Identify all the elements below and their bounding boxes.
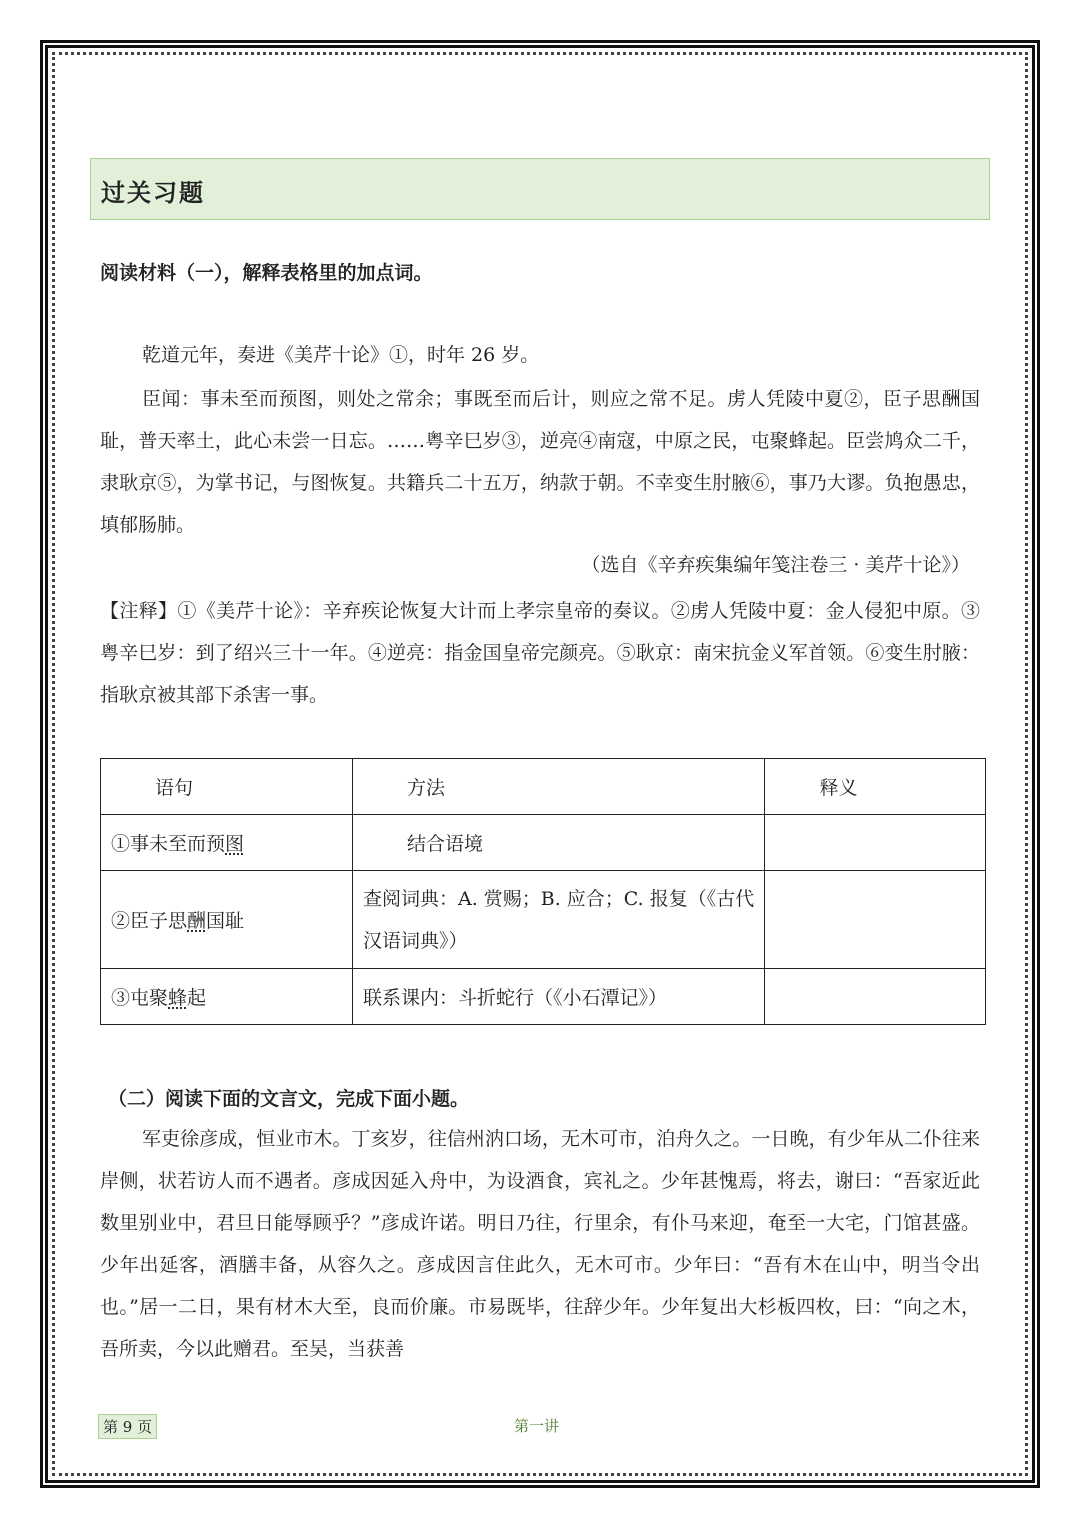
section1-intro: 乾道元年，奏进《美芹十论》①，时年 26 岁。 [142, 344, 540, 366]
dotted-word: 图 [225, 833, 245, 855]
banner-title: 过关习题 [101, 179, 205, 207]
header-meaning: 释义 [765, 759, 986, 815]
row-meaning-blank[interactable] [765, 969, 986, 1025]
row-meaning-blank[interactable] [765, 871, 986, 969]
row-method: 查阅词典：A. 赏赐；B. 应合；C. 报复（《古代汉语词典》） [352, 871, 764, 969]
section1-body: 臣闻：事未至而预图，则处之常余；事既至而后计，则应之常不足。虏人凭陵中夏②，臣子思酬国耻，普天率土，此心未尝一日忘。……粤辛巳岁③，逆亮④南寇，中原之民，屯聚蜂起。臣尝鸠众二千，隶耿京⑤，为掌书记，与图恢复。共籍兵二十五万，纳款于朝。不幸变生肘腋⑥，事乃大谬。负抱愚忠，填郁肠肺。 [100, 388, 980, 536]
row-sentence [101, 871, 353, 969]
table-header-row [101, 759, 986, 815]
section2-body: 军吏徐彦成，恒业市木。丁亥岁，往信州汭口场，无木可市，泊舟久之。一日晚，有少年从二仆往来岸侧，状若访人而不遇者。彦成因延入舟中，为设酒食，宾礼之。少年甚愧焉，将去，谢曰：“吾家近此数里别业中，君旦日能辱顾乎？”彦成许诺。明日乃往，行里余，有仆马来迎，奄至一大宅，门馆甚盛。少年出延客，酒膳丰备，从容久之。彦成因言住此久，无木可市。少年曰：“吾有木在山中，明当令出也。”居一二日，果有材木大至，良而价廉。市易既毕，往辞少年。少年复出大杉板四枚，曰：“向之木，吾所卖，今以此赠君。至吴，当获善 [100, 1128, 980, 1360]
row-method: 结合语境 [352, 815, 764, 871]
row-sentence [101, 815, 353, 871]
page-number: 第 9 页 [98, 1414, 157, 1439]
explanation-table [100, 758, 986, 1025]
table-row [101, 871, 986, 969]
table-row [101, 815, 986, 871]
sentence-text: ③屯聚 [111, 987, 169, 1009]
section2-heading: （二）阅读下面的文言文，完成下面小题。 [108, 1088, 470, 1110]
lecture-label: 第一讲 [514, 1417, 560, 1435]
section-banner [90, 158, 990, 220]
section1-notes: 【注释】①《美芹十论》：辛弃疾论恢复大计而上孝宗皇帝的奏议。②虏人凭陵中夏：金人侵犯中原。③粤辛巳岁：到了绍兴三十一年。④逆亮：指金国皇帝完颜亮。⑤耿京：南宋抗金义军首领。⑥变生肘腋：指耿京被其部下杀害一事。 [100, 600, 980, 706]
dotted-word: 蜂 [168, 987, 188, 1009]
dotted-word: 酬 [187, 910, 207, 932]
sentence-text: ②臣子思 [111, 910, 188, 932]
sentence-text: 国耻 [206, 910, 245, 932]
row-meaning-blank[interactable] [765, 815, 986, 871]
section1-source: （选自《辛弃疾集编年笺注卷三 · 美芹十论》） [581, 554, 970, 576]
header-sentence: 语句 [101, 759, 353, 815]
sentence-text: 起 [187, 987, 207, 1009]
table-row [101, 969, 986, 1025]
sentence-text: ①事未至而预 [111, 833, 226, 855]
row-method: 联系课内：斗折蛇行（《小石潭记》） [352, 969, 764, 1025]
row-sentence [101, 969, 353, 1025]
header-method: 方法 [352, 759, 764, 815]
section1-heading: 阅读材料（一），解释表格里的加点词。 [100, 262, 433, 284]
